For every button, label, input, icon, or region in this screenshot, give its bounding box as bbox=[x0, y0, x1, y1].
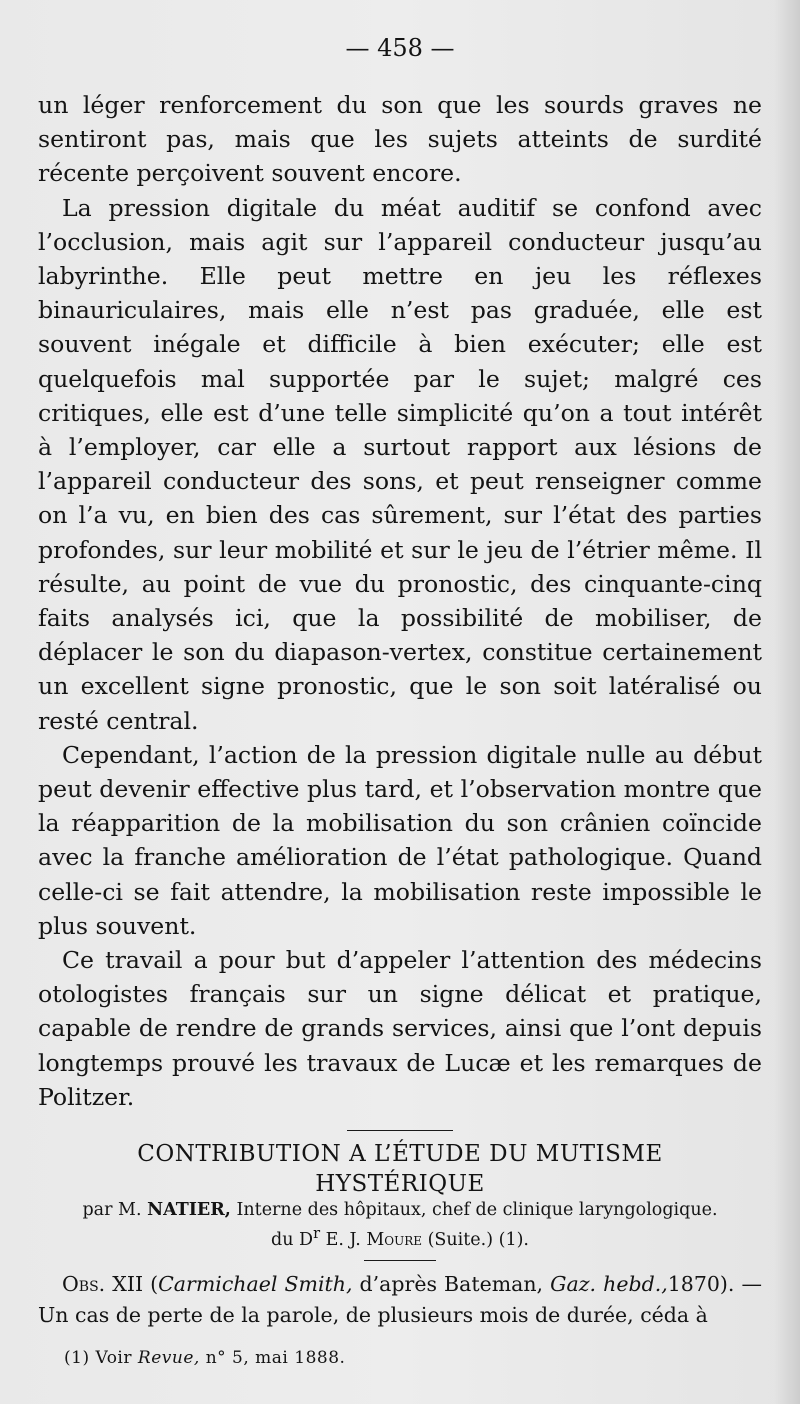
byline-prefix: par M. bbox=[82, 1200, 142, 1221]
paragraph-continuation: un léger renforcement du son que les sourds graves ne sentiront pas, mais que les sujets atteints de surdité récente perçoivent souvent encore. bbox=[38, 91, 762, 188]
page-body bbox=[38, 88, 762, 1331]
footnote-rest: n° 5, mai 1888. bbox=[205, 1348, 346, 1368]
paragraph-cependant: Cependant, l’action de la pression digitale nulle au début peut devenir effective plus tard, et l’observation montre que la réapparition de la mobilisation du son crânien coïncide avec la franche amélioration de l’état pathologique. Quand celle-ci se fait attendre, la mobilisation reste impossible le plus souvent. bbox=[38, 740, 762, 940]
observation-label: Obs. XII bbox=[62, 1271, 144, 1296]
article-title bbox=[38, 1139, 762, 1199]
byline-suffix: (Suite.) (1). bbox=[427, 1229, 529, 1250]
article-title-line1: CONTRIBUTION A L’ÉTUDE DU MUTISME bbox=[137, 1141, 663, 1168]
footnote bbox=[64, 1348, 345, 1368]
byline-divider bbox=[364, 1260, 436, 1261]
footnote-journal: Revue, bbox=[137, 1348, 200, 1368]
section-divider bbox=[347, 1130, 453, 1131]
byline-line2-prefix: du D bbox=[271, 1229, 314, 1250]
page-edge-shadow bbox=[774, 0, 800, 1404]
observation-source: d’après Bateman, bbox=[359, 1271, 544, 1296]
author-affiliation: Interne des hôpitaux, chef de clinique laryngologique. bbox=[236, 1200, 718, 1221]
observation-text: — Un cas de perte de la parole, de plusieurs mois de durée, céda à bbox=[38, 1271, 762, 1327]
paragraph-pression-digitale: La pression digitale du méat auditif se confond avec l’occlusion, mais agit sur l’appareil conducteur jusqu’au labyrinthe. Elle peut mettre en jeu les réflexes binauriculaires, mais elle n’est pas graduée, elle est souvent inégale et difficile à bien exécuter; elle est quelquefois mal supportée par le sujet; malgré ces critiques, elle est d’une telle simplicité qu’on a tout intérêt à l’employer, car elle a surtout rapport aux lésions de l’appareil conducteur des sons, et peut renseigner comme on l’a vu, en bien des cas sûrement, sur l’état des parties profondes, sur leur mobilité et sur le jeu de l’étrier même. Il résulte, au point de vue du pronostic, des cinquante-cinq faits analysés ici, que la possibilité de mobiliser, de déplacer le son du diapason-vertex, constitue certainement un excellent signe pronostic, que le son soit latéralisé ou resté central. bbox=[38, 193, 762, 735]
article-title-line2: HYSTÉRIQUE bbox=[315, 1171, 485, 1198]
observation-journal: Gaz. hebd., bbox=[550, 1271, 668, 1296]
observation-entry bbox=[38, 1269, 762, 1331]
doctor-superscript: r bbox=[313, 1225, 321, 1243]
paragraph-conclusion: Ce travail a pour but d’appeler l’attention des médecins otologistes français sur un signe délicat et pratique, capable de rendre de grands services, ainsi que l’ont depuis longtemps prouvé les travaux de Lucæ et les remarques de Politzer. bbox=[38, 946, 762, 1111]
byline-initials: E. J. bbox=[325, 1229, 361, 1250]
observation-year: 1870). bbox=[667, 1271, 735, 1296]
byline-supervisor: Moure bbox=[366, 1229, 423, 1250]
footnote-prefix: (1) Voir bbox=[64, 1348, 132, 1368]
observation-author: Carmichael Smith, bbox=[158, 1271, 353, 1296]
article-byline bbox=[38, 1199, 762, 1252]
author-name: NATIER, bbox=[147, 1200, 231, 1221]
page-number: — 458 — bbox=[345, 34, 455, 62]
byline-line2 bbox=[38, 1222, 762, 1252]
byline-line1 bbox=[38, 1199, 762, 1222]
observation-open-paren: ( bbox=[150, 1271, 159, 1296]
